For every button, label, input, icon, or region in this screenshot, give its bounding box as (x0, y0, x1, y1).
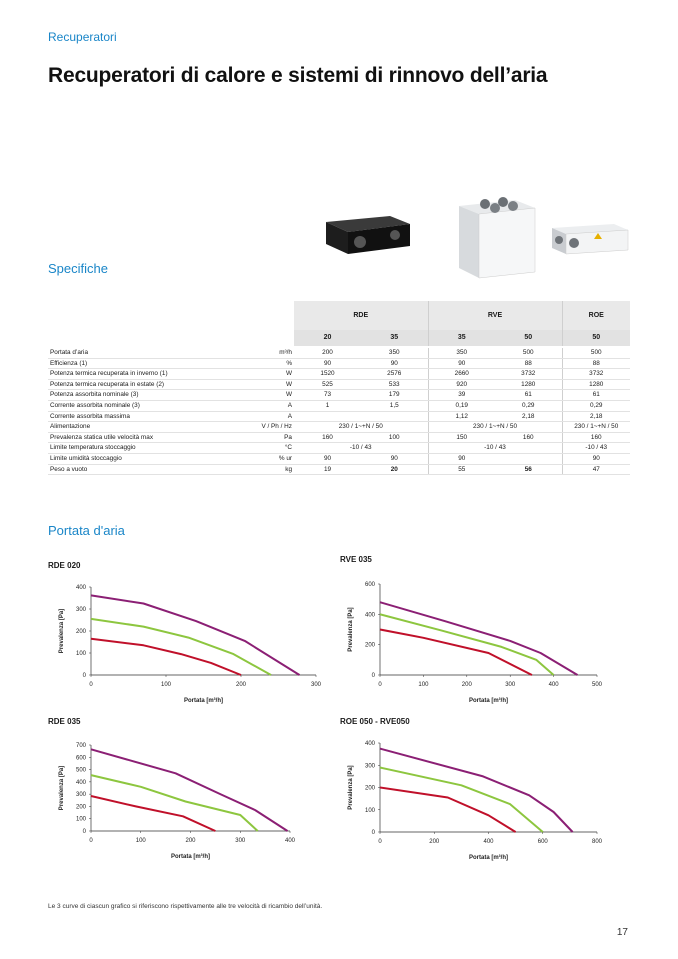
series-line (91, 639, 241, 675)
table-cell: 73 (294, 390, 361, 401)
table-cell: 88 (495, 358, 562, 369)
table-cell: 2,18 (495, 411, 562, 422)
y-tick-label: 300 (364, 763, 375, 770)
table-cell: 200 (294, 347, 361, 358)
table-cell: 500 (495, 347, 562, 358)
series-line (380, 602, 578, 675)
table-cell: 3732 (495, 369, 562, 380)
series-line (91, 775, 258, 831)
table-cell: 350 (361, 347, 428, 358)
x-tick-label: 200 (185, 838, 196, 844)
table-cell: 2660 (428, 369, 495, 380)
table-cell: 179 (361, 390, 428, 401)
table-cell: 47 (562, 464, 630, 475)
y-tick-label: 600 (364, 582, 375, 588)
x-tick-label: 0 (89, 838, 93, 844)
x-tick-label: 100 (135, 838, 146, 844)
y-tick-label: 200 (75, 804, 86, 811)
y-axis-label: Prevalenza [Pa] (348, 607, 354, 652)
row-unit: % ur (258, 453, 294, 464)
series-line (91, 595, 300, 675)
x-tick-label: 0 (378, 682, 382, 688)
table-cell: 90 (428, 453, 495, 464)
section-specs-heading: Specifiche (48, 261, 108, 276)
table-cell: 533 (361, 379, 428, 390)
row-label: Corrente assorbita massima (48, 411, 258, 422)
x-tick-label: 400 (483, 839, 494, 845)
x-tick-label: 100 (418, 682, 429, 688)
y-axis-label: Prevalenza [Pa] (348, 765, 354, 810)
table-cell: 2576 (361, 369, 428, 380)
row-label: Prevalenza statica utile velocità max (48, 432, 258, 443)
y-axis-label: Prevalenza [Pa] (59, 608, 65, 654)
y-tick-label: 0 (371, 830, 375, 836)
series-line (91, 619, 271, 675)
table-cell: 3732 (562, 369, 630, 380)
table-cell: 1 (294, 400, 361, 411)
x-axis-label: Portata [m³/h] (469, 698, 508, 704)
table-cell: 230 / 1~+N / 50 (294, 422, 428, 433)
y-tick-label: 0 (82, 829, 86, 835)
table-cell: 1,5 (361, 400, 428, 411)
table-cell: 100 (361, 432, 428, 443)
table-cell: 61 (562, 390, 630, 401)
size-header: 50 (495, 330, 562, 347)
x-tick-label: 600 (537, 839, 548, 845)
section-airflow-heading: Portata d'aria (48, 523, 125, 538)
table-cell: -10 / 43 (562, 443, 630, 454)
row-label: Potenza termica recuperata in inverno (1) (48, 369, 258, 380)
chart-title: RDE 020 (48, 561, 81, 570)
table-cell: 0,19 (428, 400, 495, 411)
page-number: 17 (616, 927, 628, 938)
x-tick-label: 200 (429, 839, 440, 845)
x-axis-label: Portata [m³/h] (469, 855, 508, 861)
row-unit: W (258, 379, 294, 390)
x-tick-label: 0 (378, 839, 382, 845)
table-cell: -10 / 43 (428, 443, 562, 454)
row-unit: W (258, 390, 294, 401)
table-cell: 230 / 1~+N / 50 (428, 422, 562, 433)
row-unit: A (258, 400, 294, 411)
table-cell: 350 (428, 347, 495, 358)
x-tick-label: 100 (160, 682, 172, 688)
table-cell: 525 (294, 379, 361, 390)
x-tick-label: 300 (310, 682, 322, 688)
table-cell: 160 (294, 432, 361, 443)
row-unit: kg (258, 464, 294, 475)
y-tick-label: 200 (75, 629, 86, 635)
y-tick-label: 400 (75, 779, 86, 786)
table-cell: 1280 (495, 379, 562, 390)
table-cell: 88 (562, 358, 630, 369)
row-label: Alimentazione (48, 422, 258, 433)
y-tick-label: 700 (75, 743, 86, 749)
row-label: Corrente assorbita nominale (3) (48, 400, 258, 411)
series-line (380, 768, 543, 833)
row-label: Limite umidità stoccaggio (48, 453, 258, 464)
y-tick-label: 0 (82, 673, 86, 679)
series-line (380, 788, 516, 833)
y-tick-label: 100 (364, 807, 375, 814)
x-tick-label: 300 (505, 682, 516, 688)
chart-title: RDE 035 (48, 717, 81, 726)
table-cell: 90 (428, 358, 495, 369)
table-cell: 55 (428, 464, 495, 475)
size-header: 35 (361, 330, 428, 347)
x-tick-label: 0 (89, 682, 93, 688)
x-tick-label: 400 (284, 838, 296, 844)
page-title: Recuperatori di calore e sistemi di rinnovo dell’aria (48, 64, 548, 87)
row-label: Limite temperatura stoccaggio (48, 443, 258, 454)
series-line (380, 630, 532, 676)
size-header: 20 (294, 330, 361, 347)
y-tick-label: 400 (75, 585, 86, 591)
row-label: Potenza termica recuperata in estate (2) (48, 379, 258, 390)
x-tick-label: 500 (591, 682, 603, 688)
model-header-roe: ROE (562, 301, 630, 330)
y-tick-label: 600 (75, 755, 86, 762)
table-cell: 150 (428, 432, 495, 443)
y-tick-label: 300 (75, 607, 86, 613)
table-cell: 56 (495, 464, 562, 475)
row-label: Peso a vuoto (48, 464, 258, 475)
y-tick-label: 400 (364, 612, 375, 619)
table-cell: 0,29 (495, 400, 562, 411)
y-tick-label: 500 (75, 767, 86, 774)
model-header-rve: RVE (428, 301, 562, 330)
table-cell: 500 (562, 347, 630, 358)
x-tick-label: 200 (461, 682, 472, 688)
y-tick-label: 200 (364, 785, 375, 792)
table-cell: 90 (361, 358, 428, 369)
table-cell: 1,12 (428, 411, 495, 422)
size-header: 50 (562, 330, 630, 347)
x-tick-label: 400 (548, 682, 559, 688)
table-cell: 90 (562, 453, 630, 464)
table-cell: 230 / 1~+N / 50 (562, 422, 630, 433)
row-unit: V / Ph / Hz (258, 422, 294, 433)
table-cell: 920 (428, 379, 495, 390)
table-cell: 61 (495, 390, 562, 401)
table-cell: 90 (294, 358, 361, 369)
size-header: 35 (428, 330, 495, 347)
series-line (91, 796, 215, 831)
x-tick-label: 800 (591, 839, 603, 845)
table-cell: 160 (562, 432, 630, 443)
x-axis-label: Portata [m³/h] (184, 698, 223, 704)
table-cell: 0,29 (562, 400, 630, 411)
y-tick-label: 200 (364, 642, 375, 649)
row-unit: Pa (258, 432, 294, 443)
row-unit: % (258, 358, 294, 369)
series-line (380, 614, 554, 675)
table-cell: 39 (428, 390, 495, 401)
y-tick-label: 300 (75, 792, 86, 799)
table-cell: 20 (361, 464, 428, 475)
x-tick-label: 300 (235, 838, 246, 844)
y-tick-label: 0 (371, 673, 375, 679)
table-cell: -10 / 43 (294, 443, 428, 454)
y-tick-label: 100 (75, 816, 86, 823)
y-tick-label: 400 (364, 741, 375, 747)
chart-title: ROE 050 - RVE050 (340, 717, 410, 726)
row-label: Potenza assorbita nominale (3) (48, 390, 258, 401)
table-cell: 1280 (562, 379, 630, 390)
table-cell: 90 (361, 453, 428, 464)
table-cell: 1520 (294, 369, 361, 380)
row-unit: m³/h (258, 347, 294, 358)
x-axis-label: Portata [m³/h] (171, 854, 210, 860)
table-cell: 2,18 (562, 411, 630, 422)
table-cell: 160 (495, 432, 562, 443)
model-header-rde: RDE (294, 301, 428, 330)
row-unit: W (258, 369, 294, 380)
x-tick-label: 200 (235, 682, 247, 688)
footnote: Le 3 curve di ciascun grafico si riferiscono rispettivamente alle tre velocità di ricambio dell’unità. (48, 903, 323, 910)
row-unit: °C (258, 443, 294, 454)
chart-title: RVE 035 (340, 555, 372, 564)
table-cell: 90 (294, 453, 361, 464)
breadcrumb[interactable]: Recuperatori (48, 30, 117, 44)
row-unit: A (258, 411, 294, 422)
y-axis-label: Prevalenza [Pa] (59, 765, 65, 811)
table-cell: 19 (294, 464, 361, 475)
row-label: Efficienza (1) (48, 358, 258, 369)
row-label: Portata d’aria (48, 347, 258, 358)
y-tick-label: 100 (75, 651, 86, 657)
